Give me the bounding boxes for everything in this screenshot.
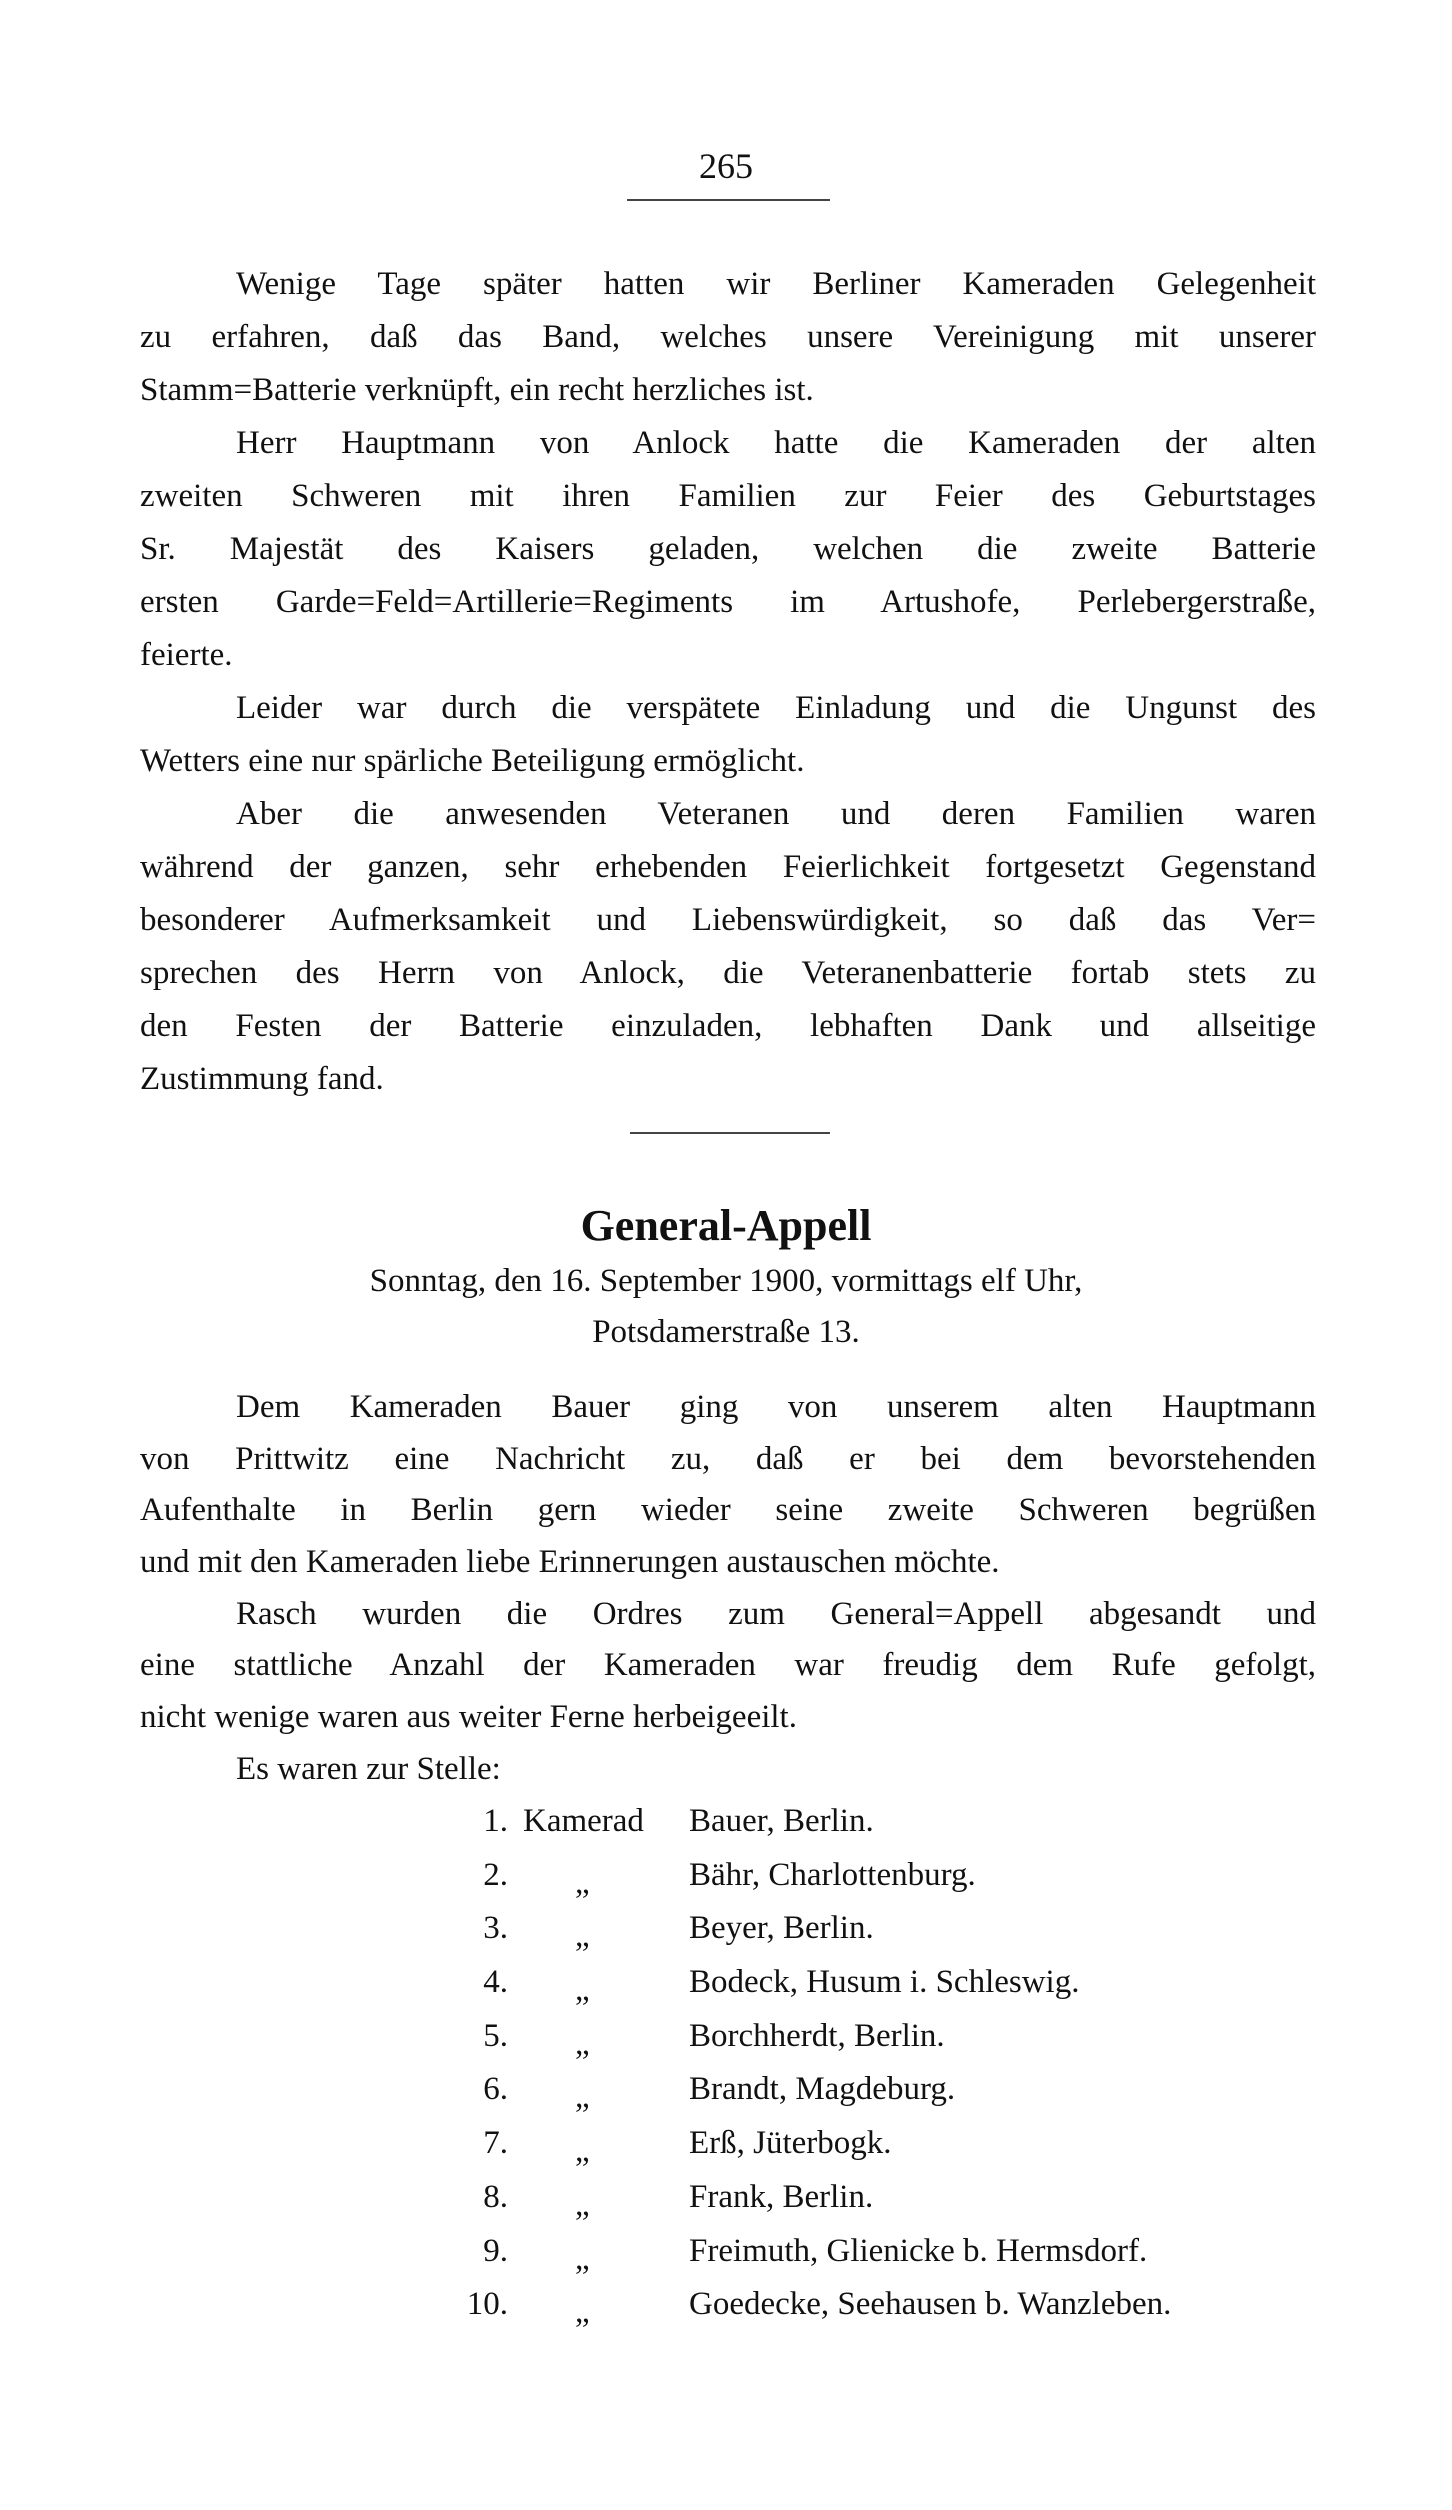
attendee-name: Bauer, Berlin. <box>689 1803 874 1839</box>
list-number: 4. <box>483 1964 508 2001</box>
list-number: 2. <box>483 1856 508 1893</box>
text-line: Wenige Tage später hatten wir Berliner Kameraden Gelegenheit <box>236 266 1316 302</box>
section-subtitle-address: Potsdamerstraße 13. <box>592 1314 860 1350</box>
list-number: 6. <box>483 2071 508 2108</box>
section-title: General-Appell <box>580 1201 872 1250</box>
list-number: 3. <box>483 1910 508 1947</box>
attendee-list <box>0 1795 1452 2332</box>
list-number: 10. <box>466 2286 508 2323</box>
attendee-name: Borchherdt, Berlin. <box>689 2017 945 2054</box>
text-line: eine stattliche Anzahl der Kameraden war freudig dem Rufe gefolgt, <box>140 1647 1316 1684</box>
text-line: Zustimmung fand. <box>140 1061 384 1097</box>
page-number: 265 <box>699 146 753 186</box>
text-line: zu erfahren, daß das Band, welches unsere Vereinigung mit unserer <box>140 319 1316 355</box>
ditto-mark: „ <box>575 2025 590 2062</box>
list-item <box>0 2117 1452 2171</box>
list-item <box>0 1795 1452 1849</box>
attendee-name: Goedecke, Seehausen b. Wanzleben. <box>689 2286 1172 2323</box>
attendee-name: Bodeck, Husum i. Schleswig. <box>689 1964 1080 2001</box>
list-item <box>0 2010 1452 2064</box>
ditto-mark: „ <box>575 2294 590 2331</box>
text-line: von Prittwitz eine Nachricht zu, daß er bei dem bevorstehenden <box>140 1440 1316 1477</box>
list-title: Kamerad <box>523 1803 644 1839</box>
attendee-name: Bähr, Charlottenburg. <box>689 1856 976 1893</box>
list-item <box>0 2063 1452 2117</box>
ditto-mark: „ <box>575 1918 590 1955</box>
text-line: und mit den Kameraden liebe Erinnerungen austauschen möchte. <box>140 1544 1000 1581</box>
section-subtitle-date: Sonntag, den 16. September 1900, vormittags elf Uhr, <box>369 1263 1083 1299</box>
text-line: den Festen der Batterie einzuladen, lebhaften Dank und allseitige <box>140 1008 1316 1044</box>
text-line: Wetters eine nur spärliche Beteiligung ermöglicht. <box>140 743 805 779</box>
ditto-mark: „ <box>575 2133 590 2170</box>
attendee-name: Beyer, Berlin. <box>689 1910 874 1947</box>
text-line: Sr. Majestät des Kaisers geladen, welchen die zweite Batterie <box>140 531 1316 567</box>
section2-body <box>140 1382 1316 1796</box>
text-line: Aufenthalte in Berlin gern wieder seine zweite Schweren begrüßen <box>140 1492 1316 1529</box>
text-line: Rasch wurden die Ordres zum General=Appell abgesandt und <box>236 1595 1316 1632</box>
attendee-name: Brandt, Magdeburg. <box>689 2071 956 2108</box>
header-rule <box>627 199 830 201</box>
list-number: 1. <box>483 1803 508 1839</box>
text-line: Dem Kameraden Bauer ging von unserem alten Hauptmann <box>236 1389 1316 1425</box>
list-item <box>0 2171 1452 2225</box>
text-line: Leider war durch die verspätete Einladung und die Ungunst des <box>236 690 1316 726</box>
text-line: Aber die anwesenden Veteranen und deren Familien waren <box>236 796 1316 832</box>
list-number: 7. <box>483 2125 508 2162</box>
attendee-name: Freimuth, Glienicke b. Hermsdorf. <box>689 2232 1148 2269</box>
list-item <box>0 2278 1452 2332</box>
ditto-mark: „ <box>575 2186 590 2223</box>
ditto-mark: „ <box>575 2079 590 2116</box>
list-number: 5. <box>483 2017 508 2054</box>
text-line: feierte. <box>140 637 233 673</box>
list-item <box>0 2225 1452 2279</box>
list-item <box>0 1902 1452 1956</box>
list-item <box>0 1849 1452 1903</box>
list-number: 8. <box>483 2178 508 2215</box>
text-line: Es waren zur Stelle: <box>236 1750 501 1787</box>
text-line: sprechen des Herrn von Anlock, die Veteranenbatterie fortab stets zu <box>140 955 1316 991</box>
attendee-name: Erß, Jüterbogk. <box>689 2125 892 2162</box>
text-line: zweiten Schweren mit ihren Familien zur Feier des Geburtstages <box>140 478 1316 514</box>
text-line: nicht wenige waren aus weiter Ferne herbeigeeilt. <box>140 1699 797 1736</box>
text-line: ersten Garde=Feld=Artillerie=Regiments im Artushofe, Perlebergerstraße, <box>140 584 1316 620</box>
section1-body <box>140 258 1316 1106</box>
ditto-mark: „ <box>575 1972 590 2009</box>
ditto-mark: „ <box>575 2240 590 2277</box>
text-line: besonderer Aufmerksamkeit und Liebenswürdigkeit, so daß das Ver= <box>140 902 1316 938</box>
list-number: 9. <box>483 2232 508 2269</box>
section-separator <box>630 1132 830 1134</box>
text-line: Stamm=Batterie verknüpft, ein recht herzliches ist. <box>140 372 814 408</box>
attendee-name: Frank, Berlin. <box>689 2178 874 2215</box>
ditto-mark: „ <box>575 1864 590 1901</box>
text-line: Herr Hauptmann von Anlock hatte die Kameraden der alten <box>236 425 1316 461</box>
text-line: während der ganzen, sehr erhebenden Feierlichkeit fortgesetzt Gegenstand <box>140 849 1316 885</box>
list-item <box>0 1956 1452 2010</box>
